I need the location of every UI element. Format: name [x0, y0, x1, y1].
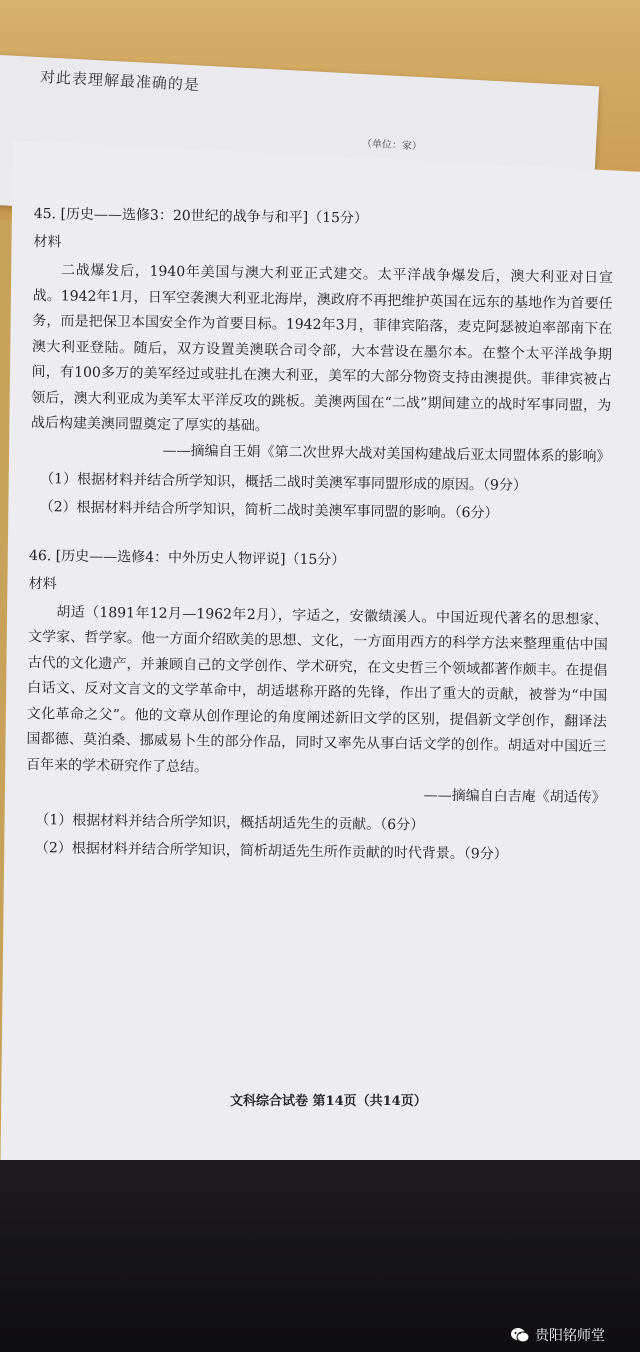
page-footer: 文科综合试卷 第14页（共14页）	[230, 1094, 427, 1109]
chat-bubbles-icon	[510, 1327, 530, 1343]
question-46-part-1: （1）根据材料并结合所学知识，概括胡适先生的贡献。（6分）	[35, 812, 425, 834]
watermark-text: 贵阳铭师堂	[535, 1328, 605, 1344]
dark-background	[0, 1160, 640, 1352]
question-45-material-label: 材料	[33, 233, 62, 251]
question-46-title: 46. [历史——选修4：中外历史人物评说]（15分）	[28, 547, 346, 568]
question-45-source: ——摘编自王娟《第二次世界大战对美国构建战后亚太同盟体系的影响》	[162, 442, 611, 465]
exam-content	[25, 200, 614, 869]
question-45-title: 45. [历史——选修3：20世纪的战争与和平]（15分）	[33, 205, 369, 227]
question-46-source: ——摘编自白吉庵《胡适传》	[423, 787, 606, 807]
watermark	[510, 1325, 605, 1345]
question-45-part-1: （1）根据材料并结合所学知识，概括二战时美澳军事同盟形成的原因。（9分）	[39, 470, 527, 494]
question-45-material-text: 二战爆发后，1940年美国与澳大利亚正式建交。太平洋战争爆发后，澳大利亚对日宣战。1942年1月，日军空袭澳大利亚北海岸，澳政府不再把维护英国在远东的基地作为首要任务，而是把保卫本国安全作为首要目标。1942年3月，菲律宾陷落，麦克阿瑟被迫率部南下在澳大利亚登陆。随后，双方设置美澳联合司令部，大本营设在墨尔本。在整个太平洋战争期间，有100多万的美军经过或驻扎在澳大利亚，美军的大部分物资支持由澳提供。菲律宾被占领后，澳大利亚成为美军太平洋反攻的跳板。美澳两国在“二战”期间建立的战时军事同盟，为战后构建美澳同盟奠定了厚实的基础。	[30, 262, 614, 435]
question-46-part-2: （2）根据材料并结合所学知识，简析胡适先生所作贡献的时代背景。（9分）	[34, 840, 508, 863]
question-46-material-label: 材料	[28, 575, 57, 592]
back-sheet-text: 对此表理解最准确的是	[39, 67, 201, 95]
back-sheet-unit: （单位：家）	[361, 138, 423, 153]
question-45-part-2: （2）根据材料并结合所学知识，简析二战时美澳军事同盟的影响。（6分）	[39, 498, 499, 522]
question-46-material-text: 胡适（1891年12月—1962年2月），字适之，安徽绩溪人。中国近现代著名的思想家、文学家、哲学家。他一方面介绍欧美的思想、文化，一方面用西方的科学方法来整理重估中国古代的文化遗产，并兼顾自己的文学创作、学术研究，在文史哲三个领域都著作颇丰。在提倡白话文、反对文言文的文学革命中，胡适堪称开路的先锋，作出了重大的贡献，被誉为“中国文化革命之父”。他的文章从创作理论的角度阐述新旧文学的区别，提倡新文学创作，翻译法国都德、莫泊桑、挪威易卜生的部分作品，同时又率先从事白话文学的创作。胡适对中国近三百年来的学术研究作了总结。	[26, 603, 609, 775]
